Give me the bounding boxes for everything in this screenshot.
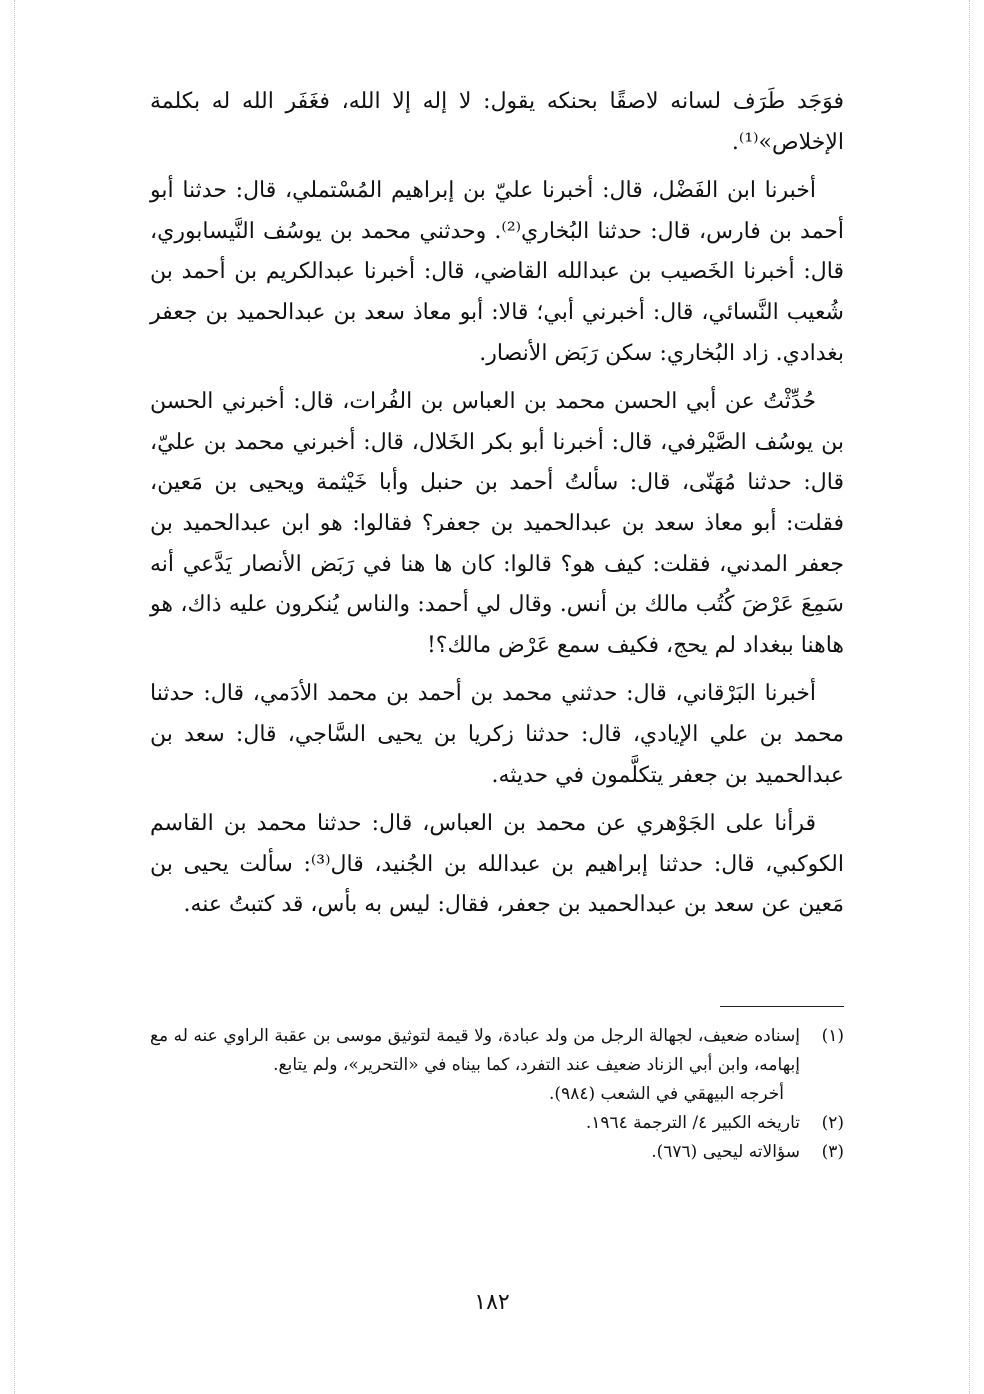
footnote-number: (٣) <box>821 1142 844 1162</box>
scan-margin-line <box>969 0 970 1394</box>
footnote <box>150 1138 844 1167</box>
footnote-number: (١) <box>821 1026 844 1046</box>
footnote <box>150 1109 844 1138</box>
paragraph: أخبرنا ابن الفَضْل، قال: أخبرنا عليّ بن إبراهيم المُسْتملي، قال: حدثنا أبو أحمد بن فارس، قال: حدثنا البُخاري⁽²⁾. وحدثني محمد بن يوسُف النَّيسابوري، قال: أخبرنا الخَصيب بن عبدالله القاضي، قال: أخبرنا عبدالكريم بن أحمد بن شُعيب النَّسائي، قال: أخبرني أبي؛ قالا: أبو معاذ سعد بن عبدالحميد بن جعفر بغدادي. زاد البُخاري: سكن رَبَض الأنصار. <box>150 178 844 366</box>
footnote-text: تاريخه الكبير ٤/ الترجمة ١٩٦٤. <box>585 1113 800 1133</box>
paragraph: أخبرنا البَرْقاني، قال: حدثني محمد بن أحمد بن محمد الأدَمي، قال: حدثنا محمد بن علي الإيادي، قال: حدثنا زكريا بن يحيى السَّاجي، قال: سعد بن عبدالحميد بن جعفر يتكلَّمون في حديثه. <box>150 681 844 788</box>
footnote-text: سؤالاته ليحيى (٦٧٦). <box>651 1142 800 1162</box>
footnote-number <box>800 1080 844 1109</box>
scan-margin-line <box>14 0 15 1394</box>
footnotes <box>150 1022 844 1167</box>
footnote-text: إسناده ضعيف، لجهالة الرجل من ولد عبادة، ولا قيمة لتوثيق موسى بن عقبة الراوي عنه له مع إبهامه، وابن أبي الزناد ضعيف عند التفرد، كما بيناه في «التحرير»، ولم يتابع. <box>150 1026 800 1075</box>
footnote <box>150 1080 844 1109</box>
main-text <box>150 82 844 934</box>
paragraph: فوَجَد طَرَف لسانه لاصقًا بحنكه يقول: لا إله إلا الله، فغَفَر الله له بكلمة الإخلاص»⁽¹⁾. <box>150 89 844 155</box>
page-number: ١٨٢ <box>474 1290 510 1315</box>
paragraph: قرأنا على الجَوْهري عن محمد بن العباس، قال: حدثنا محمد بن القاسم الكوكبي، قال: حدثنا إبراهيم بن عبدالله بن الجُنيد، قال⁽³⁾: سألت يحيى بن مَعين عن سعد بن عبدالحميد بن جعفر، فقال: ليس به بأس، قد كتبتُ عنه. <box>150 811 844 918</box>
footnote-separator <box>720 1006 844 1007</box>
footnote-text: أخرجه البيهقي في الشعب (٩٨٤). <box>549 1084 784 1104</box>
footnote-number: (٢) <box>821 1113 844 1133</box>
paragraph: حُدِّثْتُ عن أبي الحسن محمد بن العباس بن الفُرات، قال: أخبرني الحسن بن يوسُف الصَّيْرفي، قال: أخبرنا أبو بكر الخَلال، قال: أخبرني محمد بن عليّ، قال: حدثنا مُهَنّى، قال: سألتُ أحمد بن حنبل وأبا خَيْثمة ويحيى بن مَعين، فقلت: أبو معاذ سعد بن عبدالحميد بن جعفر؟ فقالوا: هو ابن عبدالحميد بن جعفر المدني، فقلت: كيف هو؟ قالوا: كان ها هنا في رَبَض الأنصار يَدَّعي أنه سَمِعَ عَرْضَ كُتُب مالك بن أنس. وقال لي أحمد: والناس يُنكرون عليه ذاك، هو هاهنا ببغداد لم يحج، فكيف سمع عَرْض مالك؟! <box>150 389 844 658</box>
footnote <box>150 1022 844 1080</box>
